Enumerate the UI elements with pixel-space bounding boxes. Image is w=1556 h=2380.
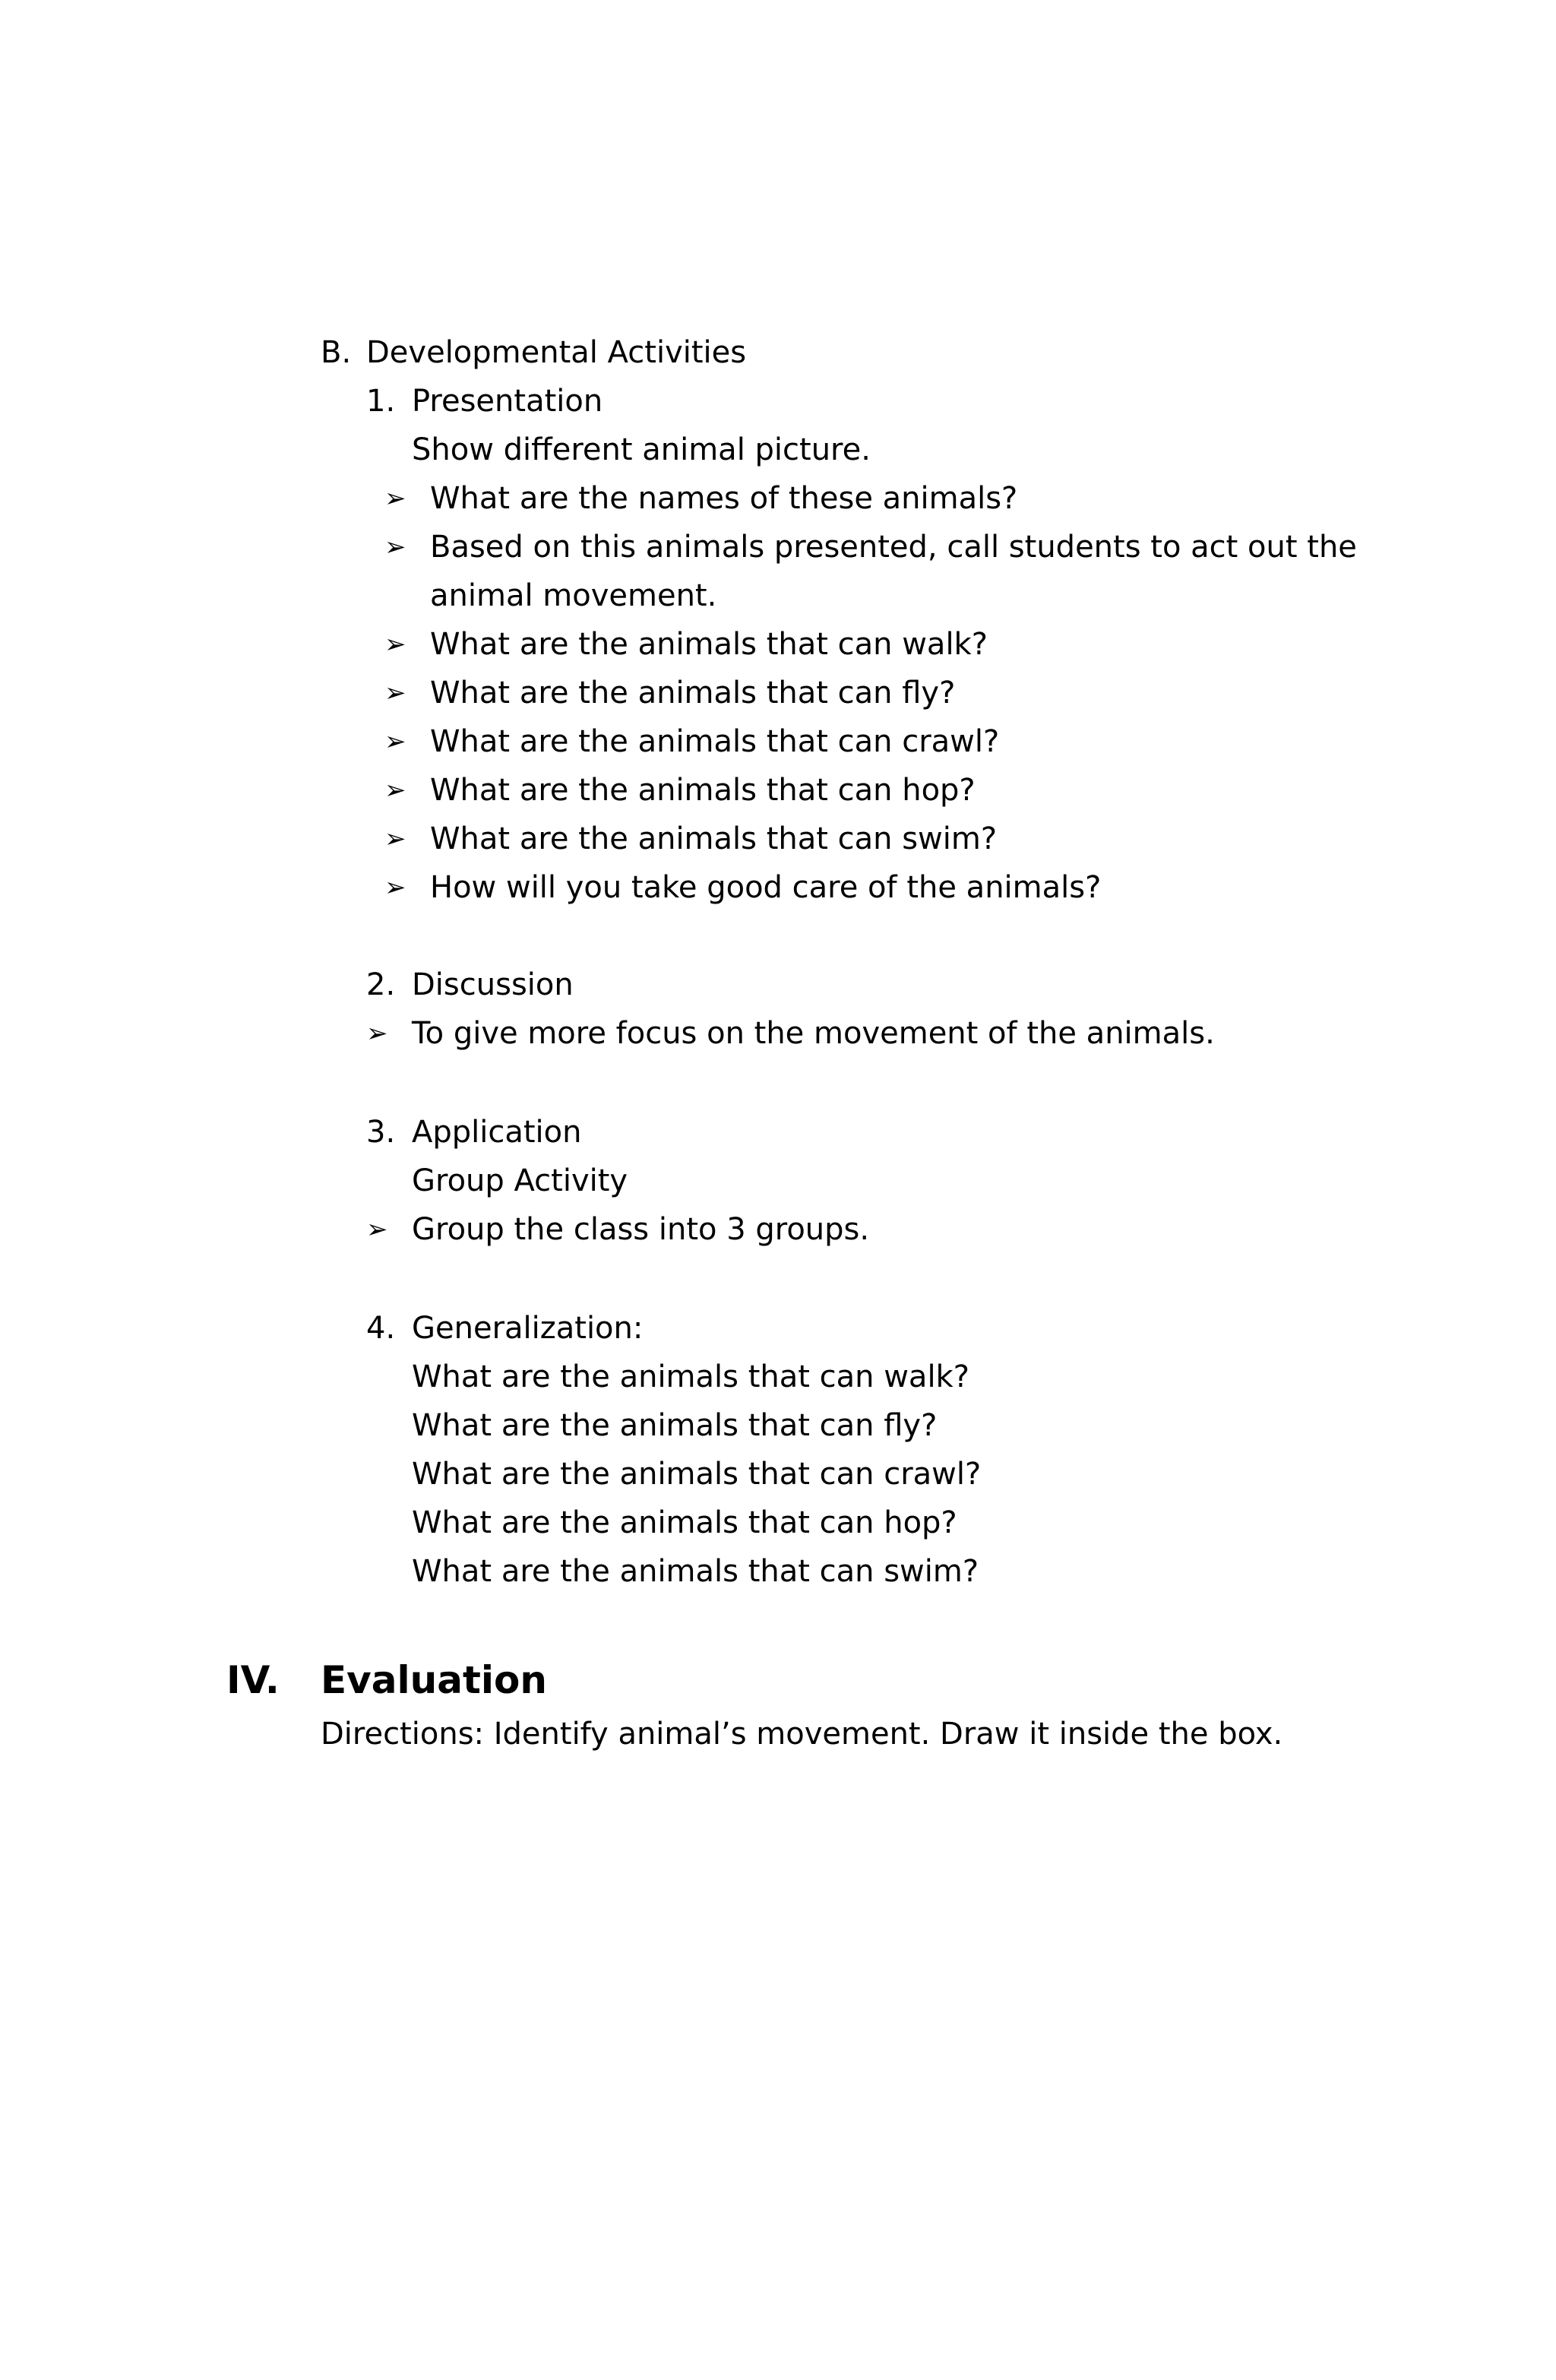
presentation-bullet: What are the animals that can fly? (430, 676, 956, 711)
generalization-title: Generalization: (412, 1311, 644, 1346)
presentation-bullet-continuation: animal movement. (430, 578, 717, 613)
evaluation-directions: Directions: Identify animal’s movement. Draw it inside the box. (321, 1717, 1283, 1752)
presentation-bullet: How will you take good care of the animals? (430, 870, 1102, 905)
discussion-bullet: To give more focus on the movement of the animals. (412, 1016, 1215, 1051)
application-bullet: Group the class into 3 groups. (412, 1212, 870, 1247)
generalization-number: 4. (366, 1311, 396, 1346)
application-subtitle: Group Activity (412, 1163, 628, 1198)
presentation-bullet: What are the animals that can swim? (430, 821, 998, 856)
presentation-intro: Show different animal picture. (412, 432, 871, 467)
arrow-bullet-icon: ➢ (384, 678, 406, 708)
presentation-title: Presentation (412, 384, 603, 419)
arrow-bullet-icon: ➢ (384, 483, 406, 514)
presentation-bullet: What are the names of these animals? (430, 481, 1018, 516)
discussion-title: Discussion (412, 967, 574, 1002)
generalization-question: What are the animals that can swim? (412, 1554, 979, 1589)
presentation-bullet: What are the animals that can crawl? (430, 724, 1000, 759)
application-title: Application (412, 1115, 582, 1150)
arrow-bullet-icon: ➢ (366, 1214, 388, 1245)
application-number: 3. (366, 1115, 396, 1150)
presentation-bullet: Based on this animals presented, call students to act out the (430, 530, 1357, 565)
presentation-bullet: What are the animals that can walk? (430, 627, 988, 662)
arrow-bullet-icon: ➢ (384, 726, 406, 757)
arrow-bullet-icon: ➢ (384, 872, 406, 903)
arrow-bullet-icon: ➢ (384, 532, 406, 562)
generalization-question: What are the animals that can crawl? (412, 1457, 982, 1492)
presentation-number: 1. (366, 384, 396, 419)
presentation-bullet: What are the animals that can hop? (430, 773, 976, 808)
evaluation-title: Evaluation (321, 1658, 547, 1702)
section-b-letter: B. (321, 335, 352, 370)
arrow-bullet-icon: ➢ (384, 824, 406, 854)
evaluation-numeral: IV. (226, 1658, 280, 1702)
arrow-bullet-icon: ➢ (366, 1018, 388, 1049)
discussion-number: 2. (366, 967, 396, 1002)
section-b-title: Developmental Activities (366, 335, 747, 370)
generalization-question: What are the animals that can walk? (412, 1359, 969, 1394)
generalization-question: What are the animals that can fly? (412, 1408, 938, 1443)
arrow-bullet-icon: ➢ (384, 775, 406, 805)
generalization-question: What are the animals that can hop? (412, 1505, 957, 1540)
arrow-bullet-icon: ➢ (384, 629, 406, 660)
